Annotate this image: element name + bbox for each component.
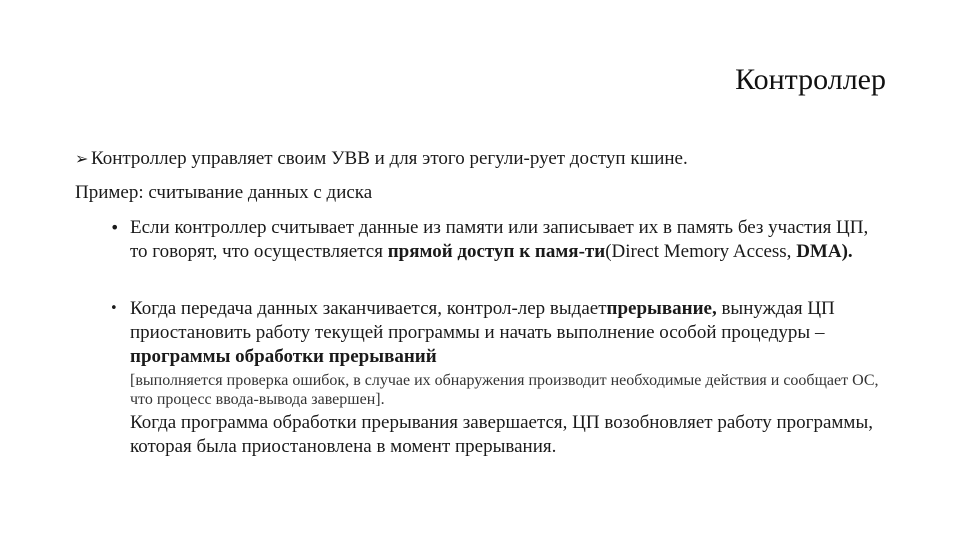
bullet-dot-icon: • bbox=[110, 218, 120, 237]
bullet-note: [выполняется проверка ошибок, в случае их обнаружения производит необходимые действия и сообщает ОС, что процесс ввода-вывода завершен]. bbox=[130, 372, 879, 408]
bullet-text-start: Если контроллер считывает данные из памяти или записывает их в память без участия ЦП, то говорят, что осуществляется bbox=[130, 217, 869, 262]
bullet-bold-term: прерывание, bbox=[606, 298, 717, 319]
bullet-bold-procedure: программы обработки прерываний bbox=[130, 346, 437, 367]
arrow-bullet-icon: ➢ bbox=[75, 149, 89, 168]
bullet-text-continuation: вынуждая ЦП приостановить работу текущей программы и начать выполнение особой процедуры – bbox=[130, 298, 835, 343]
bullet-dot-icon: • bbox=[110, 301, 118, 316]
bullet-text-continuation: (Direct Memory Access, bbox=[605, 241, 797, 262]
lead-text: Контроллер управляет своим УВВ и для этого регули-рует доступ кшине. bbox=[91, 148, 688, 169]
bullet-text bbox=[130, 297, 888, 459]
example-line: Пример: считывание данных с диска bbox=[75, 182, 373, 203]
bullet-bold-abbrev: DMA). bbox=[796, 241, 853, 262]
bullet-tail-text: Когда программа обработки прерывания завершается, ЦП возобновляет работу программы, которая была приостановлена в момент прерывания. bbox=[130, 412, 873, 457]
lead-statement bbox=[75, 147, 688, 171]
slide-title: Контроллер bbox=[735, 63, 886, 96]
bullet-item-dma bbox=[108, 216, 888, 264]
bullet-text bbox=[130, 216, 888, 264]
bullet-item-interrupt bbox=[108, 297, 888, 459]
bullet-text-start: Когда передача данных заканчивается, контрол-лер выдает bbox=[130, 298, 607, 319]
bullet-bold-term: прямой доступ к памя-ти bbox=[387, 241, 606, 262]
